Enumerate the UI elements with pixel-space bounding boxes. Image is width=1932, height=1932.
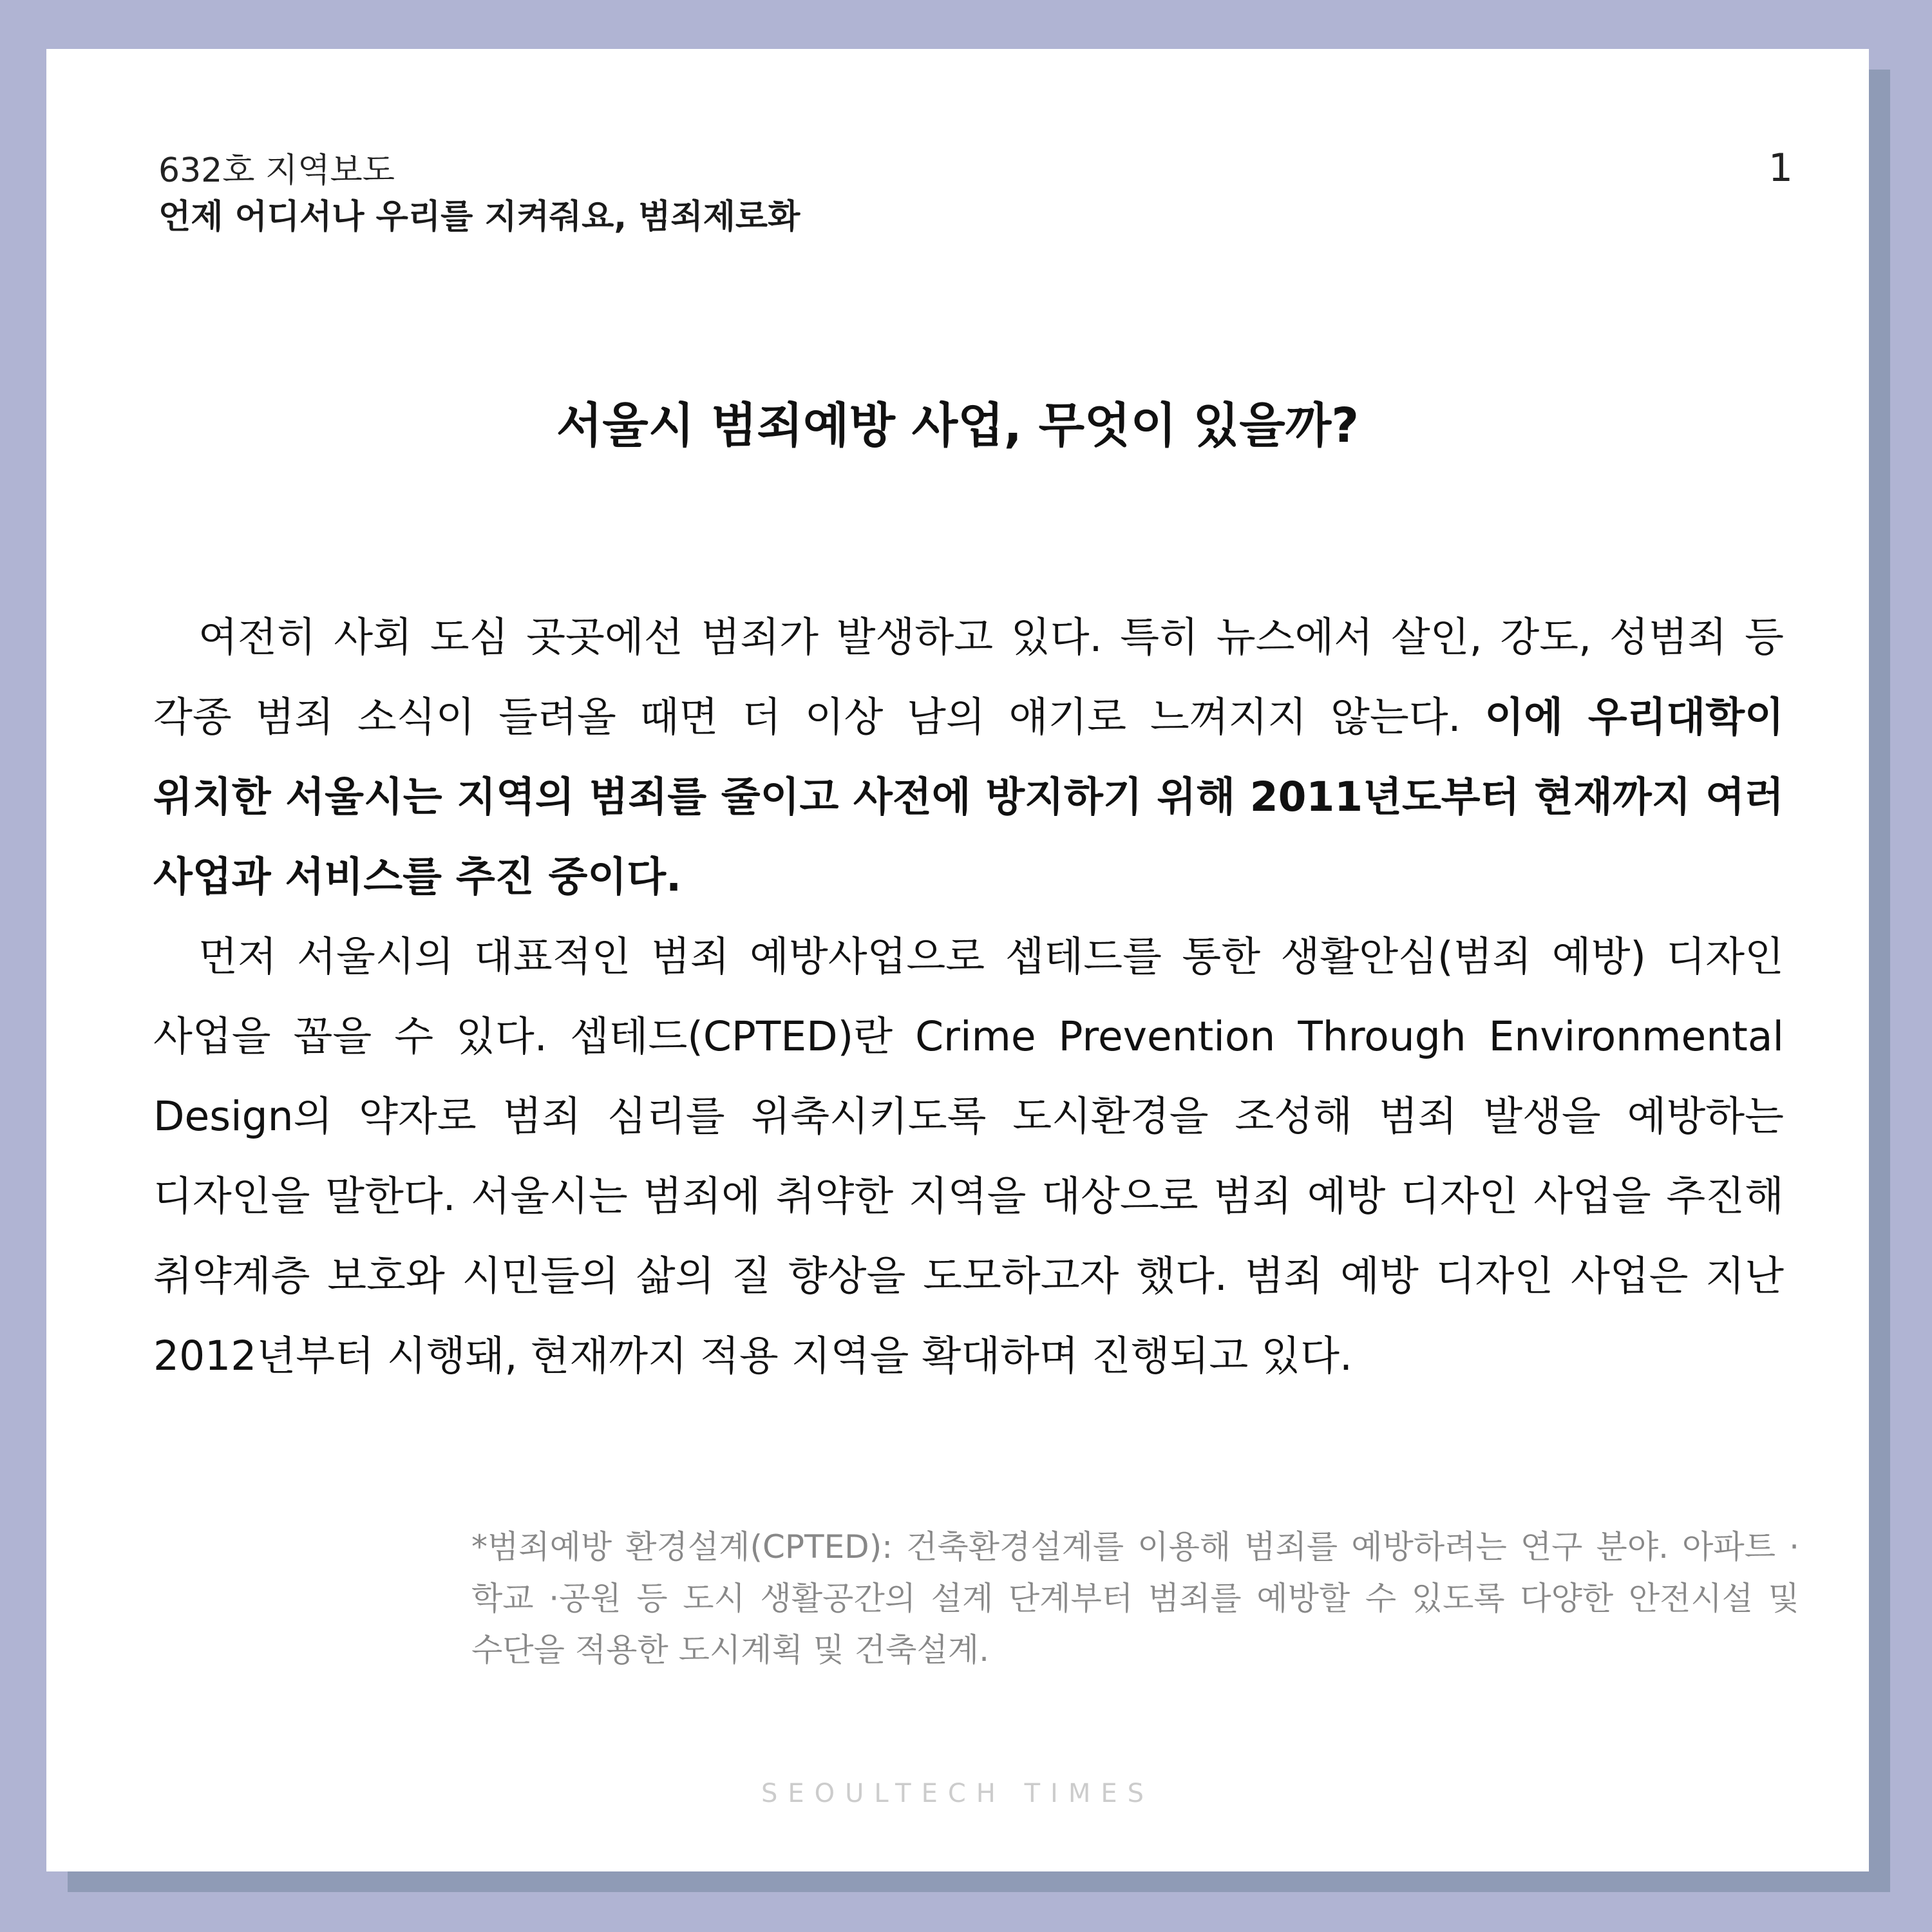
- paragraph-1: [153, 598, 1784, 917]
- issue-label: 632호 지역보도: [158, 151, 395, 190]
- article-body: [153, 598, 1784, 1396]
- article-title: 서울시 범죄예방 사업, 무엇이 있을까?: [556, 398, 1359, 453]
- page-card: [46, 49, 1869, 1871]
- paragraph-1-bold: 이에 우리대학이 위치한 서울시는 지역의 범죄를 줄이고 사전에 방지하기 위해 2011년도부터 현재까지 여러 사업과 서비스를 추진 중이다.: [153, 694, 1784, 900]
- paragraph-1-text: 여전히 사회 도심 곳곳에선 범죄가 발생하고 있다. 특히 뉴스에서 살인, 강도, 성범죄 등 각종 범죄 소식이 들려올 때면 더 이상 남의 얘기로 느껴지지 않는다.: [153, 614, 1784, 741]
- page-number: 1: [1768, 146, 1793, 191]
- section-headline: 언제 어디서나 우리를 지켜줘요, 범죄제로화: [158, 198, 800, 236]
- paragraph-2: 먼저 서울시의 대표적인 범죄 예방사업으로 셉테드를 통한 생활안심(범죄 예방) 디자인 사업을 꼽을 수 있다. 셉테드(CPTED)란 Crime Prevention Through Environmental Design의 약자로 범죄 심리를 위축시키도록 도시환경을 조성해 범죄 발생을 예방하는 디자인을 말한다. 서울시는 범죄에 취약한 지역을 대상으로 범죄 예방 디자인 사업을 추진해 취약계층 보호와 시민들의 삶의 질 향상을 도모하고자 했다. 범죄 예방 디자인 사업은 지난 2012년부터 시행돼, 현재까지 적용 지역을 확대하며 진행되고 있다.: [153, 933, 1784, 1379]
- brand-footer: SEOULTECH TIMES: [761, 1779, 1155, 1808]
- footnote: *범죄예방 환경설계(CPTED): 건축환경설계를 이용해 범죄를 예방하려는 연구 분야. 아파트 · 학교 ·공원 등 도시 생활공간의 설계 단계부터 범죄를 예방할 수 있도록 다양한 안전시설 및 수단을 적용한 도시계획 및 건축설계.: [471, 1528, 1799, 1669]
